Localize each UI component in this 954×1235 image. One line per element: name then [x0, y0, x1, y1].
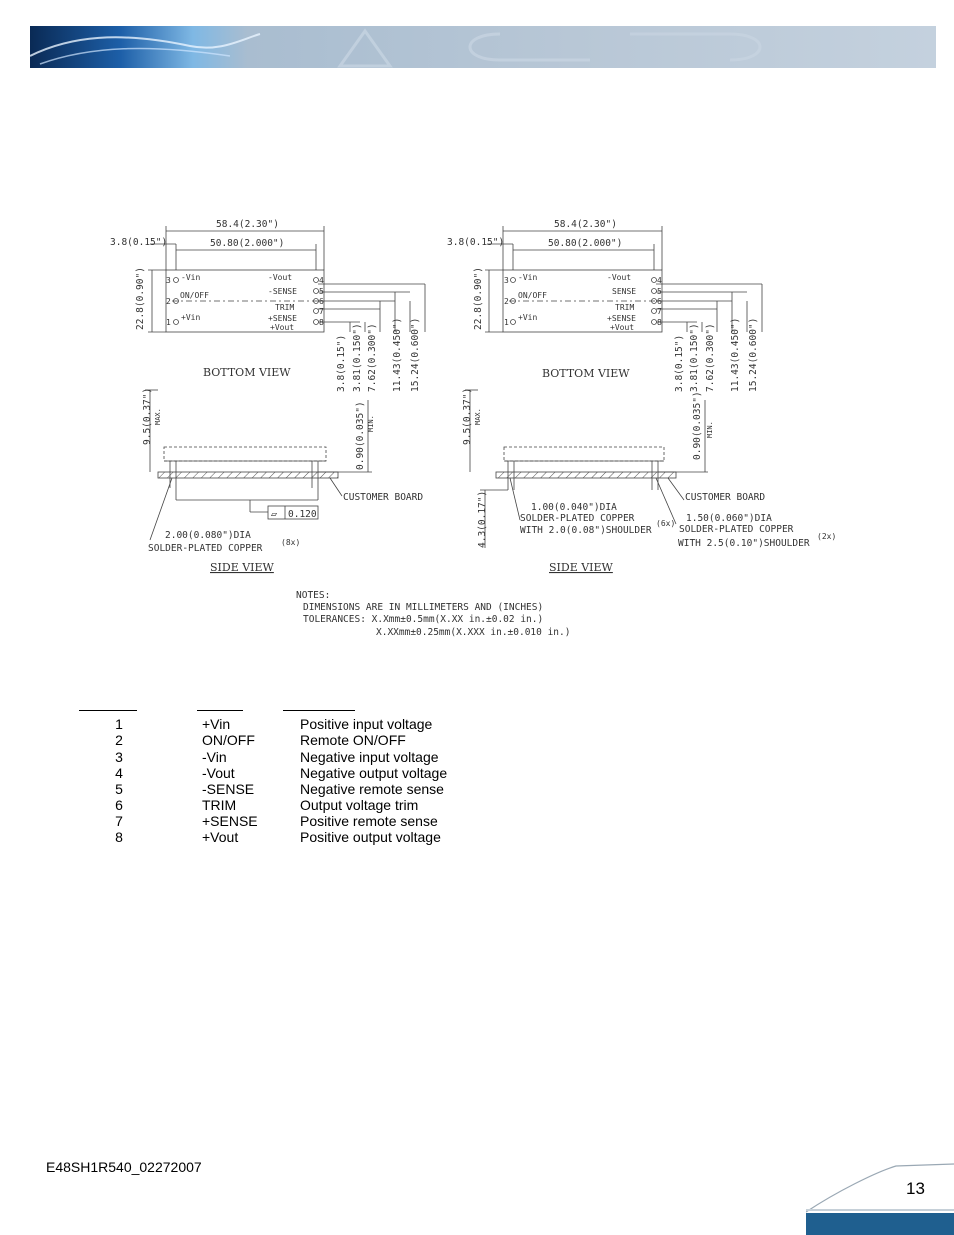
svg-text:-Vin: -Vin [181, 273, 201, 282]
svg-text:4: 4 [657, 276, 662, 285]
svg-text:6: 6 [319, 297, 324, 306]
left-offset: 3.8(0.15") [110, 237, 168, 248]
svg-text:8: 8 [657, 318, 662, 327]
left-side-view [145, 390, 372, 540]
svg-text:7.62(0.300"): 7.62(0.300") [705, 323, 716, 392]
right-min-dim: 0.90(0.035") [692, 391, 703, 460]
svg-text:15.24(0.600"): 15.24(0.600") [410, 317, 421, 392]
svg-text:+Vout: +Vout [270, 323, 295, 332]
svg-text:+SENSE: +SENSE [268, 314, 297, 323]
svg-text:11.43(0.450"): 11.43(0.450") [392, 317, 403, 392]
function-header-rule [283, 710, 355, 711]
svg-text:MIN.: MIN. [367, 415, 375, 432]
svg-text:-Vout: -Vout [268, 273, 293, 282]
svg-text:1: 1 [504, 318, 509, 327]
left-min-dim: 0.90(0.035") [355, 401, 366, 470]
right-overall-width: 58.4(2.30") [554, 219, 617, 230]
svg-text:NOTES:: NOTES: [296, 590, 331, 601]
left-customer-board: CUSTOMER BOARD [343, 492, 424, 503]
right-offset: 3.8(0.15") [447, 237, 505, 248]
page-number: 13 [906, 1179, 925, 1198]
svg-text:11.43(0.450"): 11.43(0.450") [730, 317, 741, 392]
svg-text:-Vin: -Vin [518, 273, 538, 282]
svg-text:3.81(0.150"): 3.81(0.150") [352, 323, 363, 392]
svg-text:MAX.: MAX. [474, 408, 482, 425]
right-side-view-title: SIDE VIEW [549, 561, 613, 574]
svg-text:5: 5 [319, 287, 324, 296]
svg-text:TRIM: TRIM [615, 303, 635, 312]
right-height: 22.8(0.90") [473, 267, 484, 330]
drawing-notes [296, 590, 570, 638]
svg-text:1.00(0.040")DIA: 1.00(0.040")DIA [531, 502, 617, 513]
svg-text:1.50(0.060")DIA: 1.50(0.060")DIA [686, 513, 772, 524]
svg-text:15.24(0.600"): 15.24(0.600") [748, 317, 759, 392]
svg-text:7.62(0.300"): 7.62(0.300") [367, 323, 378, 392]
svg-text:X.XXmm±0.25mm(X.XXX in.±0.010: X.XXmm±0.25mm(X.XXX in.±0.010 in.) [376, 627, 571, 638]
svg-text:WITH 2.0(0.08")SHOULDER: WITH 2.0(0.08")SHOULDER [520, 525, 652, 536]
svg-text:MIN.: MIN. [706, 421, 714, 438]
svg-text:-Vout: -Vout [607, 273, 632, 282]
left-max-height: 9.5(0.37") [142, 387, 153, 445]
svg-text:3.8(0.15"): 3.8(0.15") [674, 334, 685, 392]
svg-text:8: 8 [319, 318, 324, 327]
right-side-labels [462, 388, 836, 574]
left-overall-width: 58.4(2.30") [216, 219, 279, 230]
left-side-labels [142, 388, 423, 574]
svg-text:-SENSE: -SENSE [268, 287, 297, 296]
svg-text:WITH 2.5(0.10")SHOULDER: WITH 2.5(0.10")SHOULDER [678, 538, 810, 549]
left-height: 22.8(0.90") [135, 267, 146, 330]
svg-text:SOLDER-PLATED COPPER: SOLDER-PLATED COPPER [679, 524, 794, 535]
right-max-height: 9.5(0.37") [462, 387, 473, 445]
document-id: E48SH1R540_02272007 [46, 1159, 202, 1175]
svg-text:2: 2 [166, 297, 171, 306]
right-customer-board: CUSTOMER BOARD [685, 492, 766, 503]
svg-text:3.8(0.15"): 3.8(0.15") [336, 334, 347, 392]
svg-text:SOLDER-PLATED COPPER: SOLDER-PLATED COPPER [148, 543, 263, 554]
svg-text:TOLERANCES: X.Xmm±0.5mm(X.XX: TOLERANCES: X.Xmm±0.5mm(X.XX in.±0.02 in.) [303, 614, 544, 625]
svg-text:+Vin: +Vin [518, 313, 538, 322]
svg-text:DIMENSIONS ARE IN MILLIMETE: DIMENSIONS ARE IN MILLIMETERS AND (INCHES) [303, 602, 544, 613]
svg-text:6: 6 [657, 297, 662, 306]
right-bottom-view-title: BOTTOM VIEW [542, 367, 630, 380]
svg-text:(6x): (6x) [656, 519, 676, 528]
left-pin-dia: 2.00(0.080")DIA [165, 530, 251, 541]
svg-text:SENSE: SENSE [612, 287, 637, 296]
svg-text:3.81(0.150"): 3.81(0.150") [689, 323, 700, 392]
svg-text:4: 4 [319, 276, 324, 285]
svg-text:+Vout: +Vout [610, 323, 635, 332]
left-bottom-view-title: BOTTOM VIEW [203, 366, 291, 379]
svg-text:▱: ▱ [271, 509, 278, 520]
right-standoff: 4.3(0.17") [477, 490, 488, 548]
svg-text:(2x): (2x) [817, 532, 837, 541]
left-side-view-title: SIDE VIEW [210, 561, 274, 574]
right-bottom-labels [447, 219, 759, 392]
svg-text:3: 3 [504, 276, 509, 285]
svg-text:(8x): (8x) [281, 538, 301, 547]
svg-text:ON/OFF: ON/OFF [180, 291, 209, 300]
svg-text:1: 1 [166, 318, 171, 327]
left-pin-spacing: 50.80(2.000") [210, 238, 285, 249]
svg-text:TRIM: TRIM [275, 303, 295, 312]
svg-text:3: 3 [166, 276, 171, 285]
svg-text:7: 7 [657, 307, 662, 316]
footer-corner-graphic [806, 1162, 954, 1235]
svg-text:2: 2 [504, 297, 509, 306]
right-pin-spacing: 50.80(2.000") [548, 238, 623, 249]
svg-text:+Vin: +Vin [181, 313, 201, 322]
left-flatness: 0.120 [288, 509, 317, 520]
svg-text:7: 7 [319, 307, 324, 316]
pin-header-rule [79, 710, 137, 711]
svg-text:5: 5 [657, 287, 662, 296]
svg-text:SOLDER-PLATED COPPER: SOLDER-PLATED COPPER [520, 513, 635, 524]
left-bottom-labels [110, 219, 421, 392]
svg-text:MAX.: MAX. [154, 408, 162, 425]
name-header-rule [197, 710, 243, 711]
svg-text:ON/OFF: ON/OFF [518, 291, 547, 300]
svg-text:+SENSE: +SENSE [607, 314, 636, 323]
